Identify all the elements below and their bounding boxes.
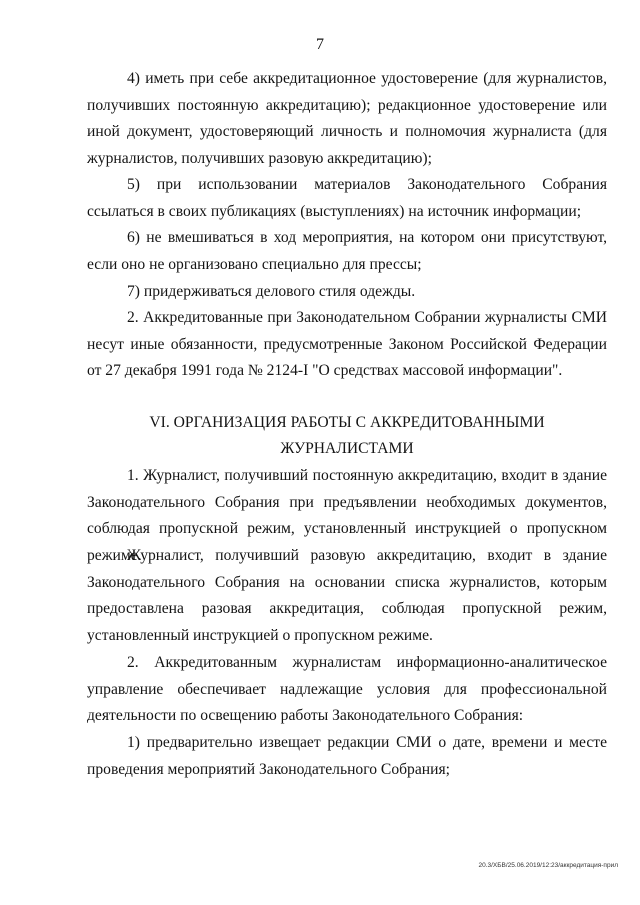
paragraph-item-7: 7) придерживаться делового стиля одежды.	[127, 283, 416, 300]
paragraph-item-6: 6) не вмешиваться в ход мероприятия, на котором они присутствуют, если оно не организовано специально для прессы;	[87, 229, 607, 273]
section-heading-line-1: VI. ОРГАНИЗАЦИЯ РАБОТЫ С АККРЕДИТОВАННЫМИ	[149, 414, 545, 431]
paragraph-clause-2: 2. Аккредитованные при Законодательном Собрании журналисты СМИ несут иные обязанности, предусмотренные Законом Российской Федерации от 27 декабря 1991 года № 2124-I "О средствах массовой информации".	[87, 309, 607, 379]
paragraph-subitem-1: 1) предварительно извещает редакции СМИ о дате, времени и месте проведения мероприятий Законодательного Собрания;	[87, 734, 607, 778]
paragraph-clause-1: 1. Журналист, получивший постоянную аккредитацию, входит в здание Законодательного Собрания при предъявлении необходимых документов, соблюдая пропускной режим, установленный инструкцией о пропускном режиме.	[87, 467, 607, 564]
page-number: 7	[316, 36, 324, 53]
section-heading-line-2: ЖУРНАЛИСТАМИ	[280, 440, 414, 457]
paragraph-item-5: 5) при использовании материалов Законодательного Собрания ссылаться в своих публикациях (выступлениях) на источник информации;	[87, 176, 607, 220]
paragraph-clause-2-duties: 2. Аккредитованным журналистам информационно-аналитическое управление обеспечивает надлежащие условия для профессиональной деятельности по освещению работы Законодательного Собрания:	[87, 654, 607, 724]
paragraph-item-4: 4) иметь при себе аккредитационное удостоверение (для журналистов, получивших постоянную аккредитацию); редакционное удостоверение или иной документ, удостоверяющий личность и полномочия журналиста (для журналистов, получивших разовую аккредитацию);	[87, 70, 607, 167]
footer-document-code: 20.3/ХБВ/25.06.2019/12:23/аккредитация-прил	[478, 862, 618, 869]
paragraph-one-time-accreditation: Журналист, получивший разовую аккредитацию, входит в здание Законодательного Собрания на основании списка журналистов, которым предоставлена разовая аккредитация, соблюдая пропускной режим, установленный инструкцией о пропускном режиме.	[87, 547, 607, 644]
